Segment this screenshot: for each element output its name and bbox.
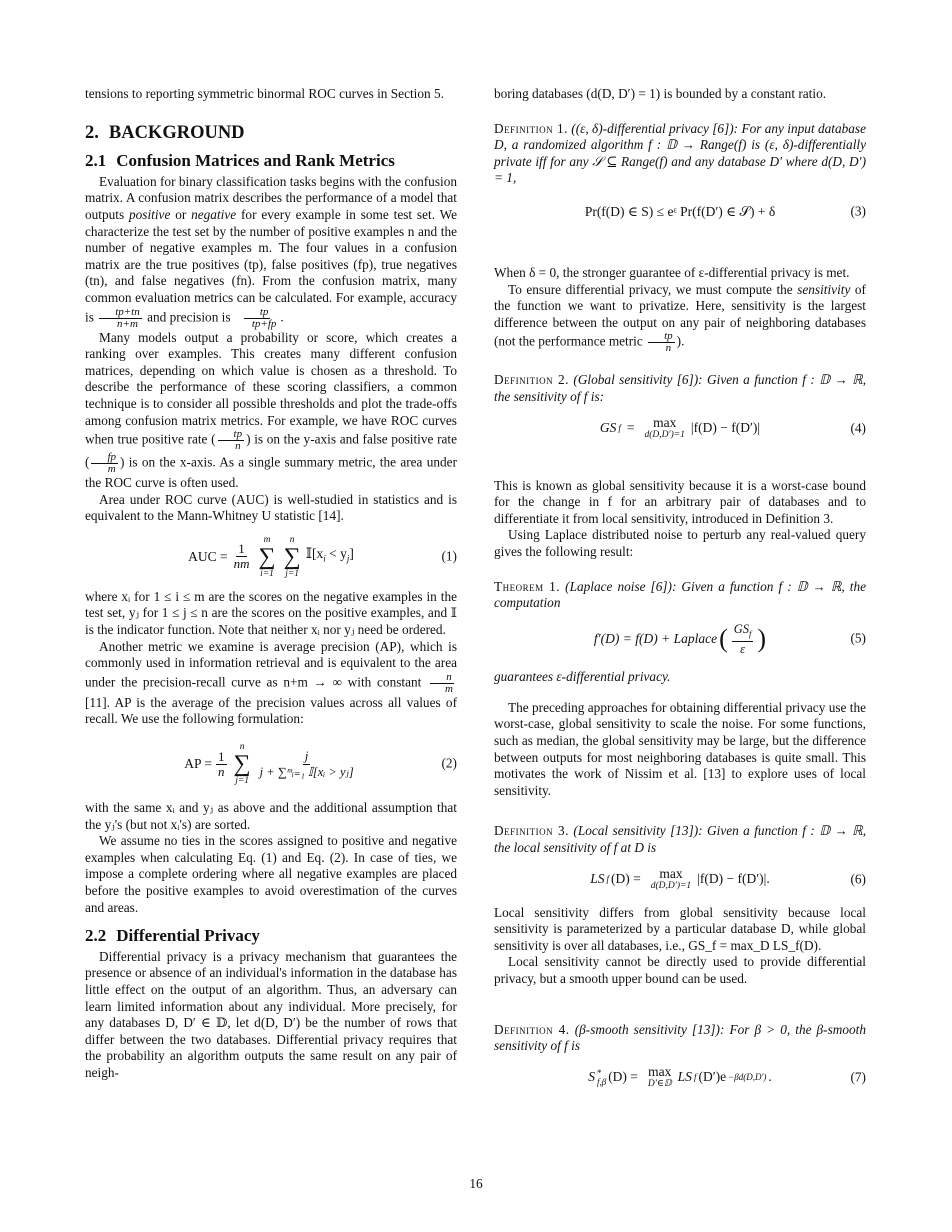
paragraph: Area under ROC curve (AUC) is well-studied in statistics and is equivalent to the Mann-Whitney U statistic [14].: [85, 491, 457, 524]
paragraph: Local sensitivity cannot be directly used to provide differential privacy, but a smooth upper bound can be used.: [494, 954, 866, 986]
equation-7: S * f,β (D) = max D′∈𝔻 LS f (D′)e −βd(D,D′) . (7): [588, 1063, 866, 1089]
page-number: 16: [469, 1176, 483, 1191]
paragraph: Using Laplace distributed noise to perturb any real-valued query gives the following result:: [494, 527, 866, 559]
definition-2: Definition 2. (Global sensitivity [6]): Given a function f : 𝔻 → ℝ, the sensitivity of f is:: [494, 372, 867, 404]
right-column: [494, 86, 866, 1093]
paragraph: When δ = 0, the stronger guarantee of ε-differential privacy is met.: [494, 264, 850, 280]
paragraph: We assume no ties in the scores assigned to positive and negative examples when calculating Eq. (1) and Eq. (2). In case of ties, we impose a complete ordering where all negative examples are placed before the positive examples to avoid overestimation of the curves and areas.: [85, 833, 457, 915]
paragraph: This is known as global sensitivity because it is a worst-case bound for the change in f for an arbitrary pair of databases and to differentiate it from local sensitivity, introduced in Definition 3.: [494, 477, 866, 526]
paragraph: Many models output a probability or score, which creates a ranking over examples. This creates many different confusion matrices, depending on which value is chosen as a threshold. To describe the performance of these scoring classifiers, a common technique is to consider all possible thresholds and plot the trade-offs among confusion matrix metrics. For example, we have ROC curves when true positive rate ( $\frac{tp}{n}$ ) is on the y-axis and false positive rate ( $\frac{fp}{m}$ ) is on the x-axis. As a single summary metric, the area under the ROC curve is often used.: [85, 329, 457, 491]
equation-1: AUC = $\frac{1}{nm}$ m ∑ i=1 n ∑ j=1 $𝕀[x_i < y_j]$ (1): [188, 534, 457, 579]
theorem-conclusion: guarantees ε-differential privacy.: [494, 669, 671, 685]
subsection-heading: 2.2 Differential Privacy: [85, 926, 260, 946]
left-column: [85, 86, 457, 1082]
equation-4: GS f = max d(D,D′)=1 |f(D) − f(D′)| (4): [599, 414, 866, 440]
paragraph: The preceding approaches for obtaining differential privacy use the worst-case, global sensitivity to scale the noise. For some functions, such as median, the global sensitivity may be large, but the difference between outputs for most neighboring databases is quite small. This motivates the work of Nissim et al. [13] to explore uses of local sensitivity.: [494, 699, 866, 798]
theorem-1: Theorem 1. (Laplace noise [6]): Given a function f : 𝔻 → ℝ, the computation: [494, 578, 867, 611]
definition-1: Definition 1. ((ε, δ)-differential privacy [6]): For any input database D, a randomized algorithm f : 𝔻 → Range(f) is (ε, δ)-differentially private iff for any 𝒮 ⊆ Range(f) and any database D′ where d(D, D′) = 1,: [494, 120, 867, 186]
paragraph: Another metric we examine is average precision (AP), which is commonly used in information retrieval and is equivalent to the area under the precision-recall curve as n+m → ∞ with constant $\frac{n}{m}$ [11]. AP is the average of the precision values across all values of recall. We use the following formulation:: [85, 638, 457, 727]
paragraph: To ensure differential privacy, we must compute the sensitivity of the function we want to privatize. Here, sensitivity is the largest difference between the output on any pair of neighboring databases (not the performance metric $\frac{tp}{n}$ ).: [494, 281, 866, 355]
paragraph: where xᵢ for 1 ≤ i ≤ m are the scores on the negative examples in the test set, yⱼ for 1 ≤ j ≤ n are the scores on the positive examples, and 𝕀 is the indicator function. Note that neither xᵢ nor yⱼ need be ordered.: [85, 588, 457, 638]
paragraph: with the same xᵢ and yⱼ as above and the additional assumption that the yⱼ's (but not xᵢ's) are sorted.: [85, 800, 457, 832]
paragraph: Differential privacy is a privacy mechanism that guarantees the presence or absence of an individual's information in the database has little effect on the output of an algorithm. Thus, an adversary can learn limited information about any individual. More precisely, for any databases D, D′ ∈ 𝔻, let d(D, D′) be the number of rows that differ between the two databases. Differential privacy requires that the probability an algorithm outputs the same result on any pair of neigh-: [85, 948, 457, 1080]
equation-2: AP = $\frac{1}{n}$ n ∑ j=1 $\frac{j}{\text{j + ∑ᵐᵢ₌₁ 𝕀[xᵢ > yⱼ]}}$ (2): [184, 742, 457, 787]
equation-3: Pr(f(D) ∈ S) ≤ eᵋ Pr(f(D′) ∈ 𝒮) + δ (3): [584, 203, 866, 219]
paragraph: Evaluation for binary classification tasks begins with the confusion matrix. A confusion matrix describes the performance of a model that outputs positive or negative for every example in some test set. We characterize the test set by the number of positive examples n and the number of negative examples m. The four values in a confusion matrix are the true positives (tp), false positives (fp), true negatives (tn), and false negatives (fn). From the confusion matrix, many common evaluation metrics can be calculated. For example, accuracy is $\frac{tp+tn}{n+m}$ and precision is $\frac{tp}{tp+fp}$ .: [85, 173, 457, 330]
paragraph: Local sensitivity differs from global sensitivity because local sensitivity is parameterized by a particular database D, while global sensitivity is over all databases, i.e., GS_f = max_D LS_f(D).: [494, 904, 866, 953]
section-heading: 2. BACKGROUND: [85, 122, 245, 143]
equation-5: f′(D) = f(D) + Laplace ( $\frac{GS_f}{\varepsilon}$ ) (5): [593, 621, 866, 657]
definition-3: Definition 3. (Local sensitivity [13]): Given a function f : 𝔻 → ℝ, the local sensitivity of f at D is: [494, 823, 867, 855]
equation-6: LS f (D) = max d(D,D′)=1 |f(D) − f(D′)|. (6): [590, 865, 866, 891]
definition-4: Definition 4. (β-smooth sensitivity [13]): For β > 0, the β-smooth sensitivity of f is: [494, 1021, 867, 1054]
continuation-text: boring databases (d(D, D′) = 1) is bounded by a constant ratio.: [494, 86, 827, 101]
subsection-heading: 2.1 Confusion Matrices and Rank Metrics: [85, 151, 395, 171]
continuation-text: tensions to reporting symmetric binormal ROC curves in Section 5.: [85, 86, 444, 101]
